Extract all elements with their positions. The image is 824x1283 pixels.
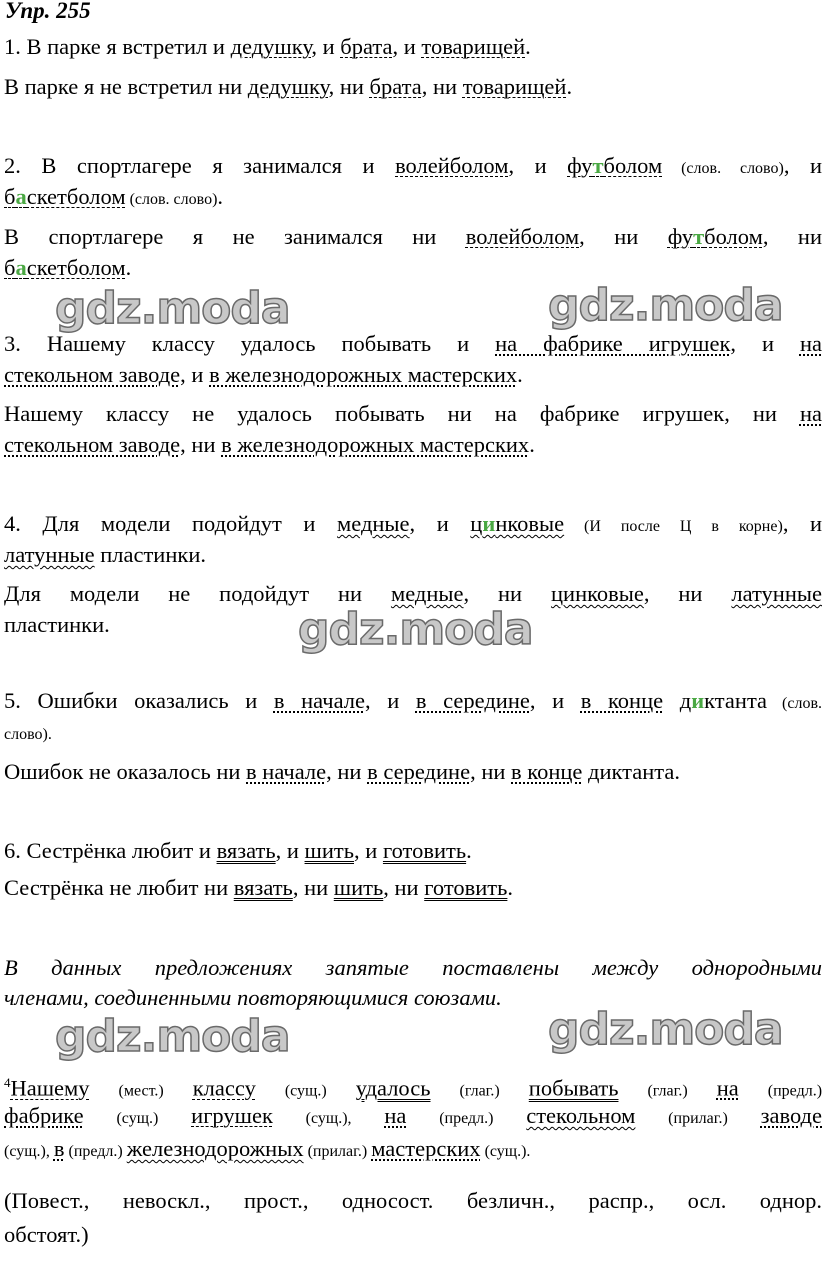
text: д xyxy=(663,688,692,713)
pos-label: (прилаг.) xyxy=(635,1110,761,1127)
object-word: классу xyxy=(192,1075,256,1101)
attribute-word: железнодорожных xyxy=(126,1136,304,1161)
homogeneous-predicate: готовить xyxy=(424,875,508,900)
text: , и xyxy=(354,838,383,863)
text: , и xyxy=(275,838,305,863)
object-word: игрушек xyxy=(191,1103,273,1128)
adverbial-word: на xyxy=(716,1075,739,1101)
sentence-5a-line1 xyxy=(4,686,822,719)
word-part: б xyxy=(4,184,16,209)
sentence-6b xyxy=(4,873,822,903)
text: , и xyxy=(529,688,581,713)
sentence-2a-line1 xyxy=(4,151,822,184)
word-part: нковые xyxy=(495,511,565,536)
text: , и xyxy=(180,362,210,387)
homogeneous-adverbial: в железнодорожных мастерских xyxy=(221,432,530,457)
text: пластинки. xyxy=(94,542,206,567)
text: , ни xyxy=(463,581,551,606)
word-part: фу xyxy=(567,153,593,178)
homogeneous-adverbial: в середине xyxy=(415,688,530,713)
highlighted-letter: и xyxy=(482,511,496,536)
note: (слов. xyxy=(767,695,823,712)
text: . xyxy=(566,74,573,99)
homogeneous-adverbial: в начале xyxy=(246,759,327,784)
homogeneous-adverbial: в железнодорожных мастерских xyxy=(209,362,518,387)
text: . xyxy=(529,432,535,457)
text: , ни xyxy=(643,581,732,606)
sentence-4b-line1 xyxy=(4,579,822,609)
highlighted-letter: и xyxy=(691,688,705,713)
word-part: б xyxy=(4,255,16,280)
watermark: gdz.moda xyxy=(548,280,783,331)
word-part: болом xyxy=(704,224,763,249)
pos-label: (глаг.) xyxy=(618,1082,717,1100)
homogeneous-attribute: медные xyxy=(390,581,464,606)
highlighted-letter: а xyxy=(15,184,27,209)
homogeneous-adverbial: на xyxy=(799,401,822,426)
text: , и xyxy=(409,511,471,536)
homogeneous-attribute: латунные xyxy=(731,581,822,606)
text: , и xyxy=(508,153,568,178)
adverbial-word: заводе xyxy=(760,1103,822,1128)
note: слово). xyxy=(4,726,52,743)
text: 6. Сестрёнка любит и xyxy=(4,838,217,863)
text: , ни xyxy=(421,74,463,99)
text: Сестрёнка не любит ни xyxy=(4,875,234,900)
text: Для модели не подойдут ни xyxy=(4,581,391,606)
homogeneous-predicate: шить xyxy=(304,838,355,863)
pos-label: (сущ.), xyxy=(4,1143,54,1160)
homogeneous-adverbial: стекольном заводе xyxy=(4,362,181,387)
pos-label: (глаг.) xyxy=(430,1082,529,1100)
homogeneous-adverbial: в конце xyxy=(511,759,583,784)
watermark: gdz.moda xyxy=(298,604,533,655)
text: , ни xyxy=(470,759,512,784)
text: , ни xyxy=(328,74,370,99)
text: , и xyxy=(311,34,341,59)
parse-line3 xyxy=(4,1134,822,1167)
homogeneous-object: волейболом xyxy=(395,153,509,178)
text: , и xyxy=(364,688,416,713)
homogeneous-object: товарищей xyxy=(421,34,526,59)
sentence-2a-line2 xyxy=(4,182,822,215)
text: . xyxy=(517,362,523,387)
text: (Повест., невоскл., прост., односост. безличн., распр., осл. одно xyxy=(4,1188,806,1213)
pos-label: (предл.) xyxy=(64,1143,127,1160)
conclusion-line2: членами, соединенными повторяющимися союзами. xyxy=(4,985,502,1010)
pos-label: (предл.) xyxy=(406,1110,527,1127)
text: р. xyxy=(805,1188,822,1213)
homogeneous-attribute: медные xyxy=(337,511,410,536)
homogeneous-attribute: латунные xyxy=(4,542,95,567)
attribute-word: Нашему xyxy=(10,1075,90,1101)
adverbial-word: в xyxy=(53,1136,65,1161)
sentence-3a-line2 xyxy=(4,360,822,390)
homogeneous-predicate: вязать xyxy=(216,838,276,863)
text: диктанта. xyxy=(582,759,680,784)
text: пластинки. xyxy=(4,612,110,637)
sentence-6a xyxy=(4,836,822,866)
homogeneous-attribute: цинковые xyxy=(550,581,644,606)
parse-line2 xyxy=(4,1101,822,1134)
watermark: gdz.moda xyxy=(548,1004,783,1055)
highlighted-letter: т xyxy=(592,153,604,178)
exercise-title: Упр. 255 xyxy=(5,0,91,23)
text: ктанта xyxy=(704,688,768,713)
text: , ни xyxy=(326,759,368,784)
word-part: ц xyxy=(470,511,483,536)
homogeneous-adverbial: стекольном заводе xyxy=(4,432,181,457)
adverbial-word: на xyxy=(384,1103,407,1128)
parse-summary-line2: обстоят.) xyxy=(4,1222,89,1247)
text: , ни xyxy=(292,875,334,900)
homogeneous-adverbial: в середине xyxy=(367,759,471,784)
footnote-mark: 4 xyxy=(4,1075,11,1090)
homogeneous-predicate: шить xyxy=(333,875,384,900)
text: В парке я не встретил ни xyxy=(4,74,248,99)
text: . xyxy=(217,184,224,209)
text: . xyxy=(466,838,472,863)
sentence-5b xyxy=(4,757,822,787)
text: , ни xyxy=(180,432,222,457)
predicate-word: побывать xyxy=(528,1075,619,1101)
sentence-5a-line2 xyxy=(4,717,822,750)
adverbial-word: мастерских xyxy=(371,1136,481,1161)
sentence-3b-line2 xyxy=(4,430,822,460)
highlighted-letter: т xyxy=(693,224,705,249)
attribute-word: стекольном xyxy=(526,1103,636,1128)
text: Нашему классу не удалось побывать ни на фабрике игрушек, ни xyxy=(4,401,800,426)
pos-label: (прилаг.) xyxy=(303,1143,372,1160)
text: , ни xyxy=(579,224,668,249)
conclusion-line1: В данных предложениях запятые поставлены между однородными xyxy=(4,955,822,980)
pos-label: (мест.) xyxy=(89,1082,193,1100)
text: Ошибок не оказалось ни xyxy=(4,759,247,784)
sentence-4b-line2 xyxy=(4,610,822,640)
text: 3. Нашему классу удалось побывать и xyxy=(4,331,496,356)
text: , и xyxy=(730,331,800,356)
homogeneous-object: дедушку xyxy=(230,34,312,59)
text: , ни xyxy=(762,224,822,249)
text: , и xyxy=(782,511,823,536)
note: (слов. слово) xyxy=(125,191,218,208)
homogeneous-adverbial: на фабрике игрушек xyxy=(495,331,731,356)
text: , ни xyxy=(383,875,425,900)
text: , и xyxy=(783,153,823,178)
word-part: фу xyxy=(667,224,694,249)
sentence-3a-line1 xyxy=(4,329,822,359)
highlighted-letter: а xyxy=(15,255,27,280)
watermark: gdz.moda xyxy=(55,283,290,334)
text: . xyxy=(525,34,531,59)
sentence-1a xyxy=(4,32,822,62)
word-part: скетболом xyxy=(26,255,126,280)
sentence-4a-line1 xyxy=(4,509,822,542)
sentence-3b-line1 xyxy=(4,399,822,429)
predicate-word: удалось xyxy=(355,1075,431,1101)
homogeneous-object: волейболом xyxy=(465,224,580,249)
watermark: gdz.moda xyxy=(55,1011,290,1062)
sentence-1b xyxy=(4,72,822,102)
homogeneous-predicate: вязать xyxy=(233,875,293,900)
parse-summary-line1 xyxy=(4,1186,822,1216)
sentence-4a-line2 xyxy=(4,540,822,570)
homogeneous-object: товарищей xyxy=(462,74,567,99)
pos-label: (сущ.). xyxy=(480,1143,531,1160)
text: В спортлагере я не занимался ни xyxy=(4,224,466,249)
homogeneous-object: брата xyxy=(369,74,422,99)
text: 5. Ошибки оказались и xyxy=(4,688,274,713)
text: 1. В парке я встретил и xyxy=(4,34,231,59)
text: , и xyxy=(392,34,422,59)
text: 4. Для модели подойдут и xyxy=(4,511,338,536)
pos-label: (сущ.) xyxy=(83,1110,192,1127)
homogeneous-object: брата xyxy=(340,34,393,59)
note: (И после Ц в корне) xyxy=(564,518,783,535)
text: 2. В спортлагере я занимался и xyxy=(4,153,396,178)
homogeneous-adverbial: в начале xyxy=(273,688,365,713)
sentence-2b-line2 xyxy=(4,253,822,283)
homogeneous-adverbial: в конце xyxy=(580,688,664,713)
pos-label: (сущ.), xyxy=(272,1110,385,1127)
text: . xyxy=(125,255,132,280)
pos-label: (предл.) xyxy=(738,1082,823,1100)
sentence-2b-line1 xyxy=(4,222,822,252)
homogeneous-adverbial: на xyxy=(799,331,823,356)
word-part: болом xyxy=(603,153,663,178)
adverbial-word: фабрике xyxy=(4,1103,84,1128)
homogeneous-object: дедушку xyxy=(247,74,329,99)
word-part: скетболом xyxy=(26,184,126,209)
homogeneous-predicate: готовить xyxy=(382,838,467,863)
note: (слов. слово) xyxy=(662,160,784,177)
pos-label: (сущ.) xyxy=(255,1082,356,1100)
text: . xyxy=(507,875,514,900)
